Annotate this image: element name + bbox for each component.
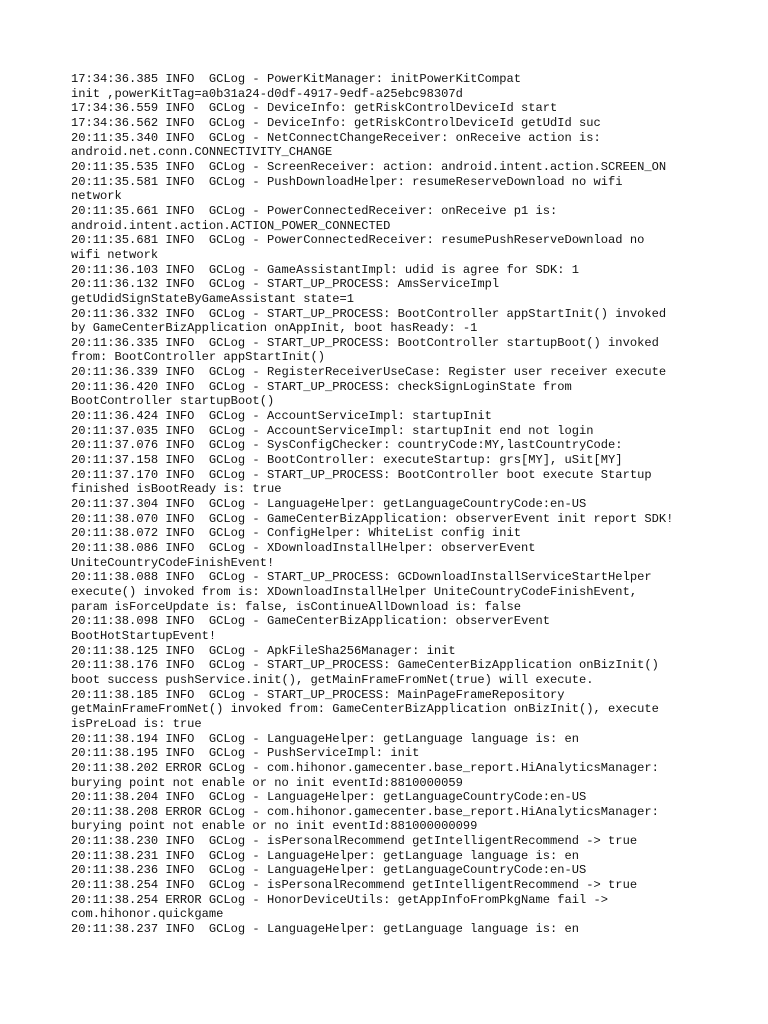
log-line: init ,powerKitTag=a0b31a24-d0df-4917-9edf-a25ebc98307d: [71, 86, 463, 101]
log-line: 20:11:38.231 INFO GCLog - LanguageHelper: getLanguage language is: en: [71, 848, 580, 863]
log-document: [71, 72, 701, 937]
log-line: burying point not enable or no init eventId:881000000099: [71, 819, 478, 834]
log-line: 17:34:36.385 INFO GCLog - PowerKitManager: initPowerKitCompat: [71, 72, 521, 86]
log-line: 20:11:38.236 INFO GCLog - LanguageHelper: getLanguageCountryCode:en-US: [71, 863, 587, 878]
log-line: 20:11:38.195 INFO GCLog - PushServiceImpl: init: [71, 746, 420, 761]
log-line: android.net.conn.CONNECTIVITY_CHANGE: [71, 145, 333, 160]
log-line: getUdidSignStateByGameAssistant state=1: [71, 291, 355, 306]
log-line: 20:11:37.158 INFO GCLog - BootController: executeStartup: grs[MY], uSit[MY]: [71, 453, 623, 468]
log-line: 20:11:38.125 INFO GCLog - ApkFileSha256Manager: init: [71, 643, 456, 658]
log-line: 20:11:38.176 INFO GCLog - START_UP_PROCESS: GameCenterBizApplication onBizInit(): [71, 658, 659, 673]
log-line: burying point not enable or no init eventId:8810000059: [71, 775, 463, 790]
log-line: 20:11:36.420 INFO GCLog - START_UP_PROCESS: checkSignLoginState from: [71, 379, 572, 394]
log-line: 17:34:36.559 INFO GCLog - DeviceInfo: getRiskControlDeviceId start: [71, 101, 558, 116]
log-line: 20:11:38.202 ERROR GCLog - com.hihonor.gamecenter.base_report.HiAnalyticsManager:: [71, 760, 659, 775]
log-line: 20:11:38.088 INFO GCLog - START_UP_PROCESS: GCDownloadInstallServiceStartHelper: [71, 570, 652, 585]
log-line: 20:11:36.424 INFO GCLog - AccountServiceImpl: startupInit: [71, 409, 492, 424]
log-line: 20:11:38.070 INFO GCLog - GameCenterBizApplication: observerEvent init report SDK!: [71, 511, 674, 526]
log-line: 20:11:38.208 ERROR GCLog - com.hihonor.gamecenter.base_report.HiAnalyticsManager:: [71, 804, 659, 819]
log-line: 17:34:36.562 INFO GCLog - DeviceInfo: getRiskControlDeviceId getUdId suc: [71, 115, 601, 130]
log-line: execute() invoked from is: XDownloadInstallHelper UniteCountryCodeFinishEvent,: [71, 584, 638, 599]
log-line: 20:11:37.076 INFO GCLog - SysConfigChecker: countryCode:MY,lastCountryCode:: [71, 438, 623, 453]
log-line: 20:11:35.581 INFO GCLog - PushDownloadHelper: resumeReserveDownload no wifi: [71, 174, 623, 189]
log-line: isPreLoad is: true: [71, 716, 202, 731]
log-line: 20:11:38.194 INFO GCLog - LanguageHelper: getLanguage language is: en: [71, 731, 580, 746]
log-line: 20:11:38.185 INFO GCLog - START_UP_PROCESS: MainPageFrameRepository: [71, 687, 565, 702]
log-line: boot success pushService.init(), getMainFrameFromNet(true) will execute.: [71, 672, 594, 687]
log-line: 20:11:35.340 INFO GCLog - NetConnectChangeReceiver: onReceive action is:: [71, 130, 601, 145]
log-line: BootController startupBoot(): [71, 394, 275, 409]
log-line: android.intent.action.ACTION_POWER_CONNECTED: [71, 218, 391, 233]
log-line: 20:11:37.035 INFO GCLog - AccountServiceImpl: startupInit end not login: [71, 423, 594, 438]
log-line: 20:11:35.661 INFO GCLog - PowerConnectedReceiver: onReceive p1 is:: [71, 203, 558, 218]
log-line: 20:11:36.335 INFO GCLog - START_UP_PROCESS: BootController startupBoot() invoked: [71, 335, 659, 350]
log-line: 20:11:36.339 INFO GCLog - RegisterReceiverUseCase: Register user receiver execute: [71, 365, 667, 380]
log-line: 20:11:35.681 INFO GCLog - PowerConnectedReceiver: resumePushReserveDownload no: [71, 233, 645, 248]
log-line: 20:11:38.254 INFO GCLog - isPersonalRecommend getIntelligentRecommend -> true: [71, 878, 638, 893]
log-line: wifi network: [71, 247, 159, 262]
log-line: 20:11:38.072 INFO GCLog - ConfigHelper: WhiteList config init: [71, 526, 521, 541]
log-line: getMainFrameFromNet() invoked from: GameCenterBizApplication onBizInit(), execute: [71, 702, 659, 717]
log-line: 20:11:38.237 INFO GCLog - LanguageHelper: getLanguage language is: en: [71, 922, 580, 937]
log-line: com.hihonor.quickgame: [71, 907, 224, 922]
log-line: 20:11:38.086 INFO GCLog - XDownloadInstallHelper: observerEvent: [71, 541, 536, 555]
log-line: param isForceUpdate is: false, isContinueAllDownload is: false: [71, 599, 521, 614]
log-line: 20:11:36.132 INFO GCLog - START_UP_PROCESS: AmsServiceImpl: [71, 277, 500, 292]
log-line: 20:11:38.254 ERROR GCLog - HonorDeviceUtils: getAppInfoFromPkgName fail ->: [71, 892, 609, 907]
log-line: 20:11:37.170 INFO GCLog - START_UP_PROCESS: BootController boot execute Startup: [71, 467, 652, 482]
log-line: finished isBootReady is: true: [71, 482, 282, 497]
log-line: 20:11:37.304 INFO GCLog - LanguageHelper: getLanguageCountryCode:en-US: [71, 497, 587, 512]
log-line: network: [71, 189, 122, 204]
log-line: by GameCenterBizApplication onAppInit, boot hasReady: -1: [71, 321, 478, 336]
log-line: 20:11:35.535 INFO GCLog - ScreenReceiver: action: android.intent.action.SCREEN_ON: [71, 159, 667, 174]
log-line: from: BootController appStartInit(): [71, 350, 326, 365]
log-line: 20:11:38.204 INFO GCLog - LanguageHelper: getLanguageCountryCode:en-US: [71, 790, 587, 805]
log-line: 20:11:36.103 INFO GCLog - GameAssistantImpl: udid is agree for SDK: 1: [71, 262, 580, 277]
log-line: 20:11:38.230 INFO GCLog - isPersonalRecommend getIntelligentRecommend -> true: [71, 834, 638, 849]
log-line: 20:11:38.098 INFO GCLog - GameCenterBizApplication: observerEvent: [71, 614, 550, 629]
log-line: BootHotStartupEvent!: [71, 628, 217, 643]
log-line: UniteCountryCodeFinishEvent!: [71, 555, 275, 570]
log-line: 20:11:36.332 INFO GCLog - START_UP_PROCESS: BootController appStartInit() invoked: [71, 306, 667, 321]
